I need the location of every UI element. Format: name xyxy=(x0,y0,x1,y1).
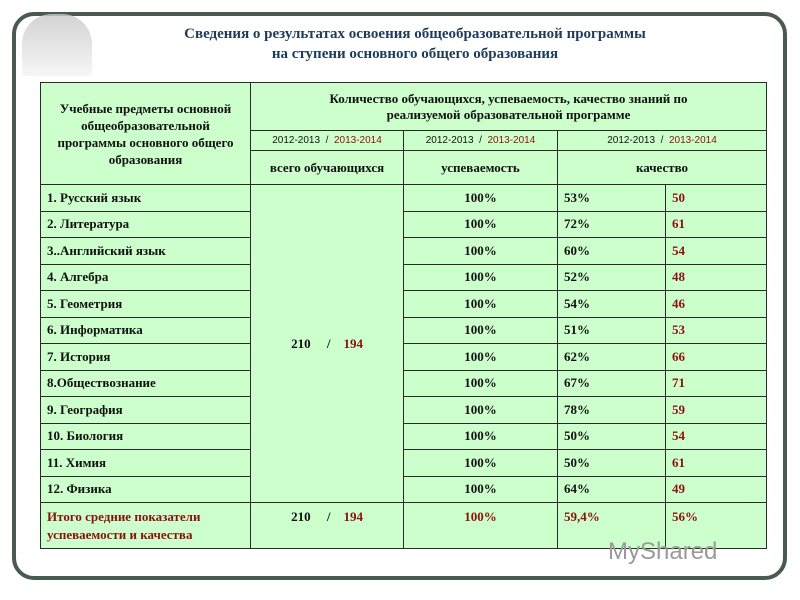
header-success: успеваемость xyxy=(404,151,558,185)
success-value: 100% xyxy=(404,370,558,397)
quality-2013-value: 71 xyxy=(666,370,767,397)
total-quality-b: 56% xyxy=(666,503,767,549)
success-value: 100% xyxy=(404,450,558,477)
header-subjects: Учебные предметы основной общеобразовательной программы основного общего образования xyxy=(41,83,251,185)
quality-2012-value: 64% xyxy=(558,476,666,503)
success-value: 100% xyxy=(404,238,558,265)
table-row xyxy=(41,291,767,318)
year-header-quality: 2012-2013 / 2013-2014 xyxy=(558,131,767,151)
header-quality: качество xyxy=(558,151,767,185)
quality-2012-value: 50% xyxy=(558,450,666,477)
quality-2012-value: 62% xyxy=(558,344,666,371)
success-value: 100% xyxy=(404,344,558,371)
subject-name: 11. Химия xyxy=(41,450,251,477)
subject-name: 3..Английский язык xyxy=(41,238,251,265)
subject-name: 1. Русский язык xyxy=(41,185,251,212)
success-value: 100% xyxy=(404,423,558,450)
quality-2012-value: 60% xyxy=(558,238,666,265)
quality-2012-value: 67% xyxy=(558,370,666,397)
year-header-success: 2012-2013 / 2013-2014 xyxy=(404,131,558,151)
subject-name: 4. Алгебра xyxy=(41,264,251,291)
success-value: 100% xyxy=(404,476,558,503)
table-row xyxy=(41,344,767,371)
quality-2012-value: 50% xyxy=(558,423,666,450)
quality-2013-value: 54 xyxy=(666,238,767,265)
header-main: Количество обучающихся, успеваемость, качество знаний по реализуемой образовательной программе xyxy=(251,83,767,131)
table-row xyxy=(41,317,767,344)
table-row xyxy=(41,185,767,212)
success-value: 100% xyxy=(404,397,558,424)
total-success: 100% xyxy=(404,503,558,549)
quality-2012-value: 51% xyxy=(558,317,666,344)
quality-2013-value: 61 xyxy=(666,450,767,477)
table-row xyxy=(41,423,767,450)
subject-name: 5. Геометрия xyxy=(41,291,251,318)
header-total-students: всего обучающихся xyxy=(251,151,404,185)
table-row xyxy=(41,238,767,265)
quality-2013-value: 61 xyxy=(666,211,767,238)
success-value: 100% xyxy=(404,264,558,291)
myshared-watermark: MyShared xyxy=(608,538,718,565)
subject-name: 7. История xyxy=(41,344,251,371)
quality-2013-value: 59 xyxy=(666,397,767,424)
table-row xyxy=(41,370,767,397)
results-table xyxy=(40,82,767,549)
year-header-students: 2012-2013 / 2013-2014 xyxy=(251,131,404,151)
subject-name: 8.Обществознание xyxy=(41,370,251,397)
quality-2013-value: 48 xyxy=(666,264,767,291)
quality-2013-value: 50 xyxy=(666,185,767,212)
table-row xyxy=(41,476,767,503)
table-row xyxy=(41,264,767,291)
success-value: 100% xyxy=(404,185,558,212)
quality-2012-value: 54% xyxy=(558,291,666,318)
quality-2013-value: 53 xyxy=(666,317,767,344)
title-line-1: Сведения о результатах освоения общеобразовательной программы xyxy=(184,26,646,42)
people-silhouette-decoration xyxy=(22,14,92,76)
subject-name: 2. Литература xyxy=(41,211,251,238)
quality-2013-value: 54 xyxy=(666,423,767,450)
table-row xyxy=(41,450,767,477)
subject-name: 6. Информатика xyxy=(41,317,251,344)
students-count: 210 / 194 xyxy=(251,185,404,503)
table-row xyxy=(41,211,767,238)
subject-name: 10. Биология xyxy=(41,423,251,450)
success-value: 100% xyxy=(404,317,558,344)
quality-2012-value: 52% xyxy=(558,264,666,291)
quality-2012-value: 78% xyxy=(558,397,666,424)
table-row xyxy=(41,397,767,424)
quality-2013-value: 66 xyxy=(666,344,767,371)
total-row-label: Итого средние показатели успеваемости и качества xyxy=(41,503,251,549)
total-students: 210 / 194 xyxy=(251,503,404,549)
subject-name: 12. Физика xyxy=(41,476,251,503)
total-quality-a: 59,4% xyxy=(558,503,666,549)
title-line-2: на ступени основного общего образования xyxy=(271,46,559,62)
quality-2012-value: 53% xyxy=(558,185,666,212)
quality-2012-value: 72% xyxy=(558,211,666,238)
success-value: 100% xyxy=(404,211,558,238)
quality-2013-value: 46 xyxy=(666,291,767,318)
page-title xyxy=(100,24,730,64)
subject-name: 9. География xyxy=(41,397,251,424)
quality-2013-value: 49 xyxy=(666,476,767,503)
success-value: 100% xyxy=(404,291,558,318)
